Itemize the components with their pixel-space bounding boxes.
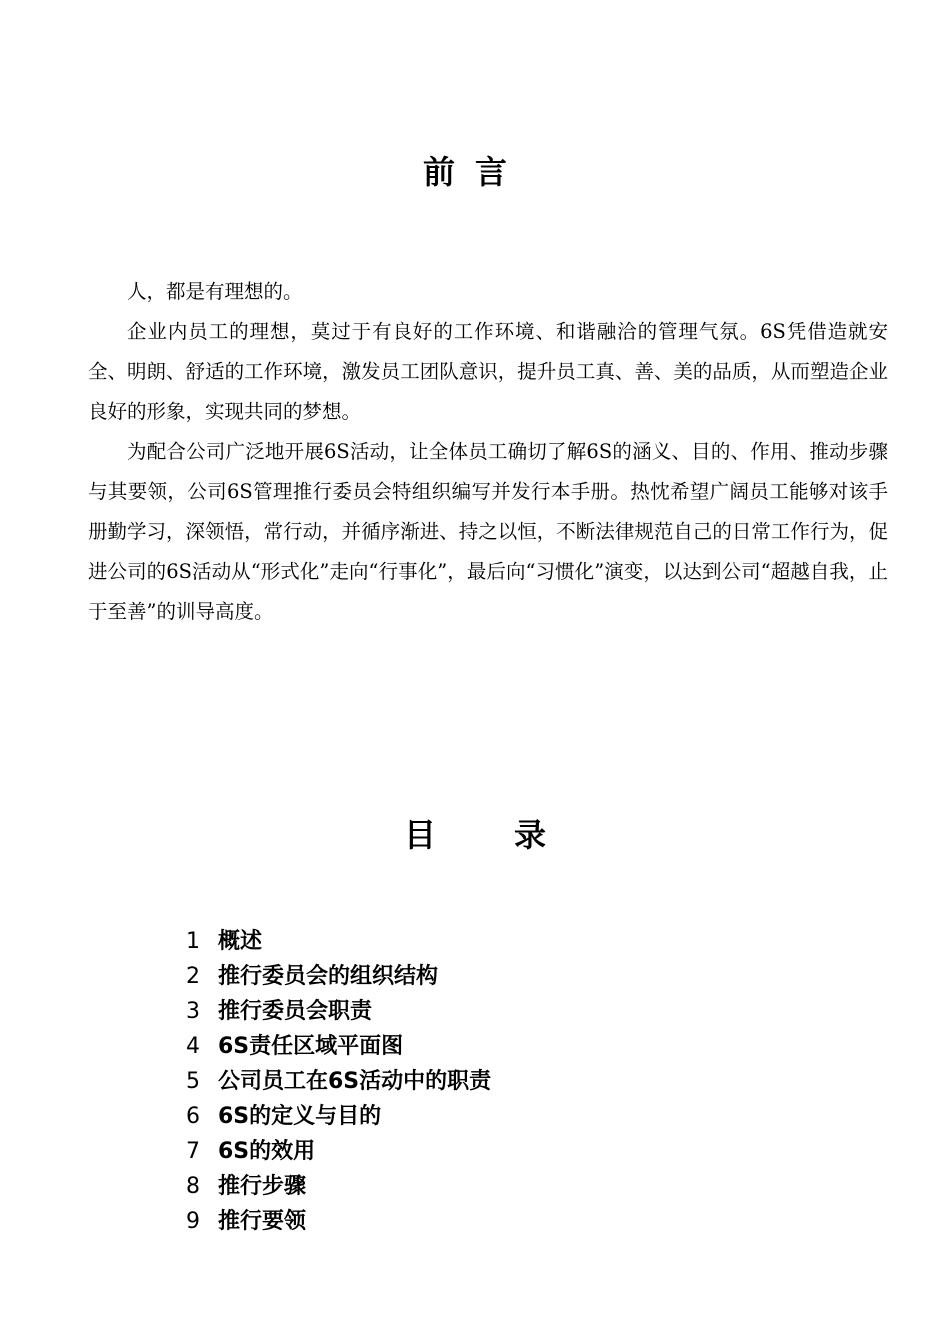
- toc-item-label: 公司员工在6S活动中的职责: [218, 1069, 492, 1094]
- toc-item-label: 6S的效用: [218, 1139, 316, 1164]
- preface-body: [88, 272, 888, 632]
- preface-paragraph-3: 为配合公司广泛地开展6S活动，让全体员工确切了解6S的涵义、目的、作用、推动步骤与其要领，公司6S管理推行委员会特组织编写并发行本手册。热忱希望广阔员工能够对该手册勤学习，深领悟，常行动，并循序渐进、持之以恒，不断法律规范自己的日常工作行为，促进公司的6S活动从“形式化”走向“行事化”，最后向“习惯化”演变，以达到公司“超越自我，止于至善”的训导高度。: [88, 440, 888, 623]
- toc-item-label: 概述: [218, 929, 263, 954]
- toc-item-label: 推行要领: [218, 1209, 307, 1234]
- toc-item[interactable]: [186, 1134, 491, 1169]
- toc-item[interactable]: [186, 1204, 491, 1239]
- toc-item-number: 1: [186, 929, 200, 954]
- toc-item[interactable]: [186, 994, 491, 1029]
- toc-item-number: 8: [186, 1174, 200, 1199]
- toc-item-label: 6S责任区域平面图: [218, 1034, 404, 1059]
- toc-item-label: 推行委员会职责: [218, 999, 373, 1024]
- toc-list: [186, 924, 491, 1239]
- toc-item[interactable]: [186, 924, 491, 959]
- toc-item-label: 推行委员会的组织结构: [218, 964, 439, 989]
- toc-item[interactable]: [186, 959, 491, 994]
- toc-title-right: 录: [514, 816, 547, 854]
- toc-item-number: 6: [186, 1104, 200, 1129]
- toc-item-number: 5: [186, 1069, 200, 1094]
- toc-title: [0, 812, 950, 858]
- toc-item[interactable]: [186, 1099, 491, 1134]
- preface-paragraph-1: 人，都是有理想的。: [127, 280, 303, 303]
- toc-item-number: 2: [186, 964, 200, 989]
- preface-paragraph-2: 企业内员工的理想，莫过于有良好的工作环境、和谐融洽的管理气氛。6S凭借造就安全、明朗、舒适的工作环境，激发员工团队意识，提升员工真、善、美的品质，从而塑造企业良好的形象，实现共同的梦想。: [88, 320, 888, 423]
- toc-item-number: 7: [186, 1139, 200, 1164]
- toc-title-left: 目: [403, 816, 436, 854]
- toc-item-number: 4: [186, 1034, 200, 1059]
- toc-item[interactable]: [186, 1169, 491, 1204]
- toc-item-number: 9: [186, 1209, 200, 1234]
- toc-item[interactable]: [186, 1029, 491, 1064]
- toc-item[interactable]: [186, 1064, 491, 1099]
- toc-item-label: 6S的定义与目的: [218, 1104, 382, 1129]
- toc-item-number: 3: [186, 999, 200, 1024]
- preface-title: 前言: [422, 153, 527, 191]
- toc-item-label: 推行步骤: [218, 1174, 307, 1199]
